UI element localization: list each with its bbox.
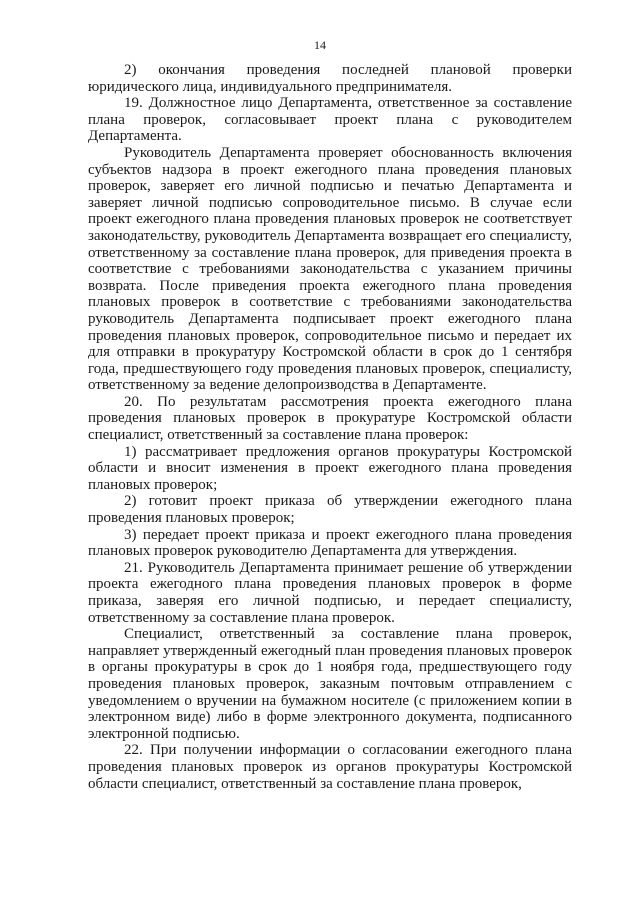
paragraph-specialist-submission: Специалист, ответственный за составление плана проверок, направляет утвержденный ежегодный план проведения плановых проверок в органы прокуратуры в срок до 1 ноября года, предшествующего году проведения плановых проверок, заказным почтовым отправлением с уведомлением о вручении на бумажном носителе (с приложением копии в электронном виде) либо в форме электронного документа, подписанного электронной подписью. [88, 626, 572, 742]
paragraph-clause-21: 21. Руководитель Департамента принимает решение об утверждении проекта ежегодного плана проведения плановых проверок в форме приказа, заверяя его личной подписью, и передает специалисту, ответственному за составление плана проверок. [88, 559, 572, 626]
page-number: 14 [314, 38, 326, 52]
paragraph-clause-20-item-2: 2) готовит проект приказа об утверждении ежегодного плана проведения плановых проверок; [88, 493, 572, 527]
paragraph-clause-19: 19. Должностное лицо Департамента, ответственное за составление плана проверок, согласовывает проект плана с руководителем Департамента. [88, 95, 572, 145]
paragraph-director-review: Руководитель Департамента проверяет обоснованность включения субъектов надзора в проект ежегодного плана проведения плановых проверок, заверяет его личной подписью и печатью Департамента и заверяет личной подписью сопроводительное письмо. В случае если проект ежегодного плана проведения плановых проверок не соответствует законодательству, руководитель Департамента возвращает его специалисту, ответственному за составление плана проверок, для приведения проекта в соответствие с требованиями законодательства с указанием причины возврата. После приведения проекта ежегодного плана проведения плановых проверок в соответствие с требованиями законодательства руководитель Департамента подписывает проект ежегодного плана проведения плановых проверок, сопроводительное письмо и передает их для отправки в прокуратуру Костромской области в срок до 1 сентября года, предшествующего году проведения плановых проверок, специалисту, ответственному за ведение делопроизводства в Департаменте. [88, 144, 572, 394]
paragraph-clause-20: 20. По результатам рассмотрения проекта ежегодного плана проведения плановых проверок в прокуратуре Костромской области специалист, ответственный за составление плана проверок: [88, 393, 572, 444]
paragraph-clause-22: 22. При получении информации о согласовании ежегодного плана проведения плановых проверок из органов прокуратуры Костромской области специалист, ответственный за составление плана проверок, [88, 742, 572, 792]
paragraph-item-2: 2) окончания проведения последней плановой проверки юридического лица, индивидуального предпринимателя. [88, 62, 572, 95]
paragraph-clause-20-item-3: 3) передает проект приказа и проект ежегодного плана проведения плановых проверок руководителю Департамента для утверждения. [88, 526, 572, 560]
document-body [88, 62, 572, 792]
paragraph-clause-20-item-1: 1) рассматривает предложения органов прокуратуры Костромской области и вносит изменения в проект ежегодного плана проведения плановых проверок; [88, 443, 572, 493]
